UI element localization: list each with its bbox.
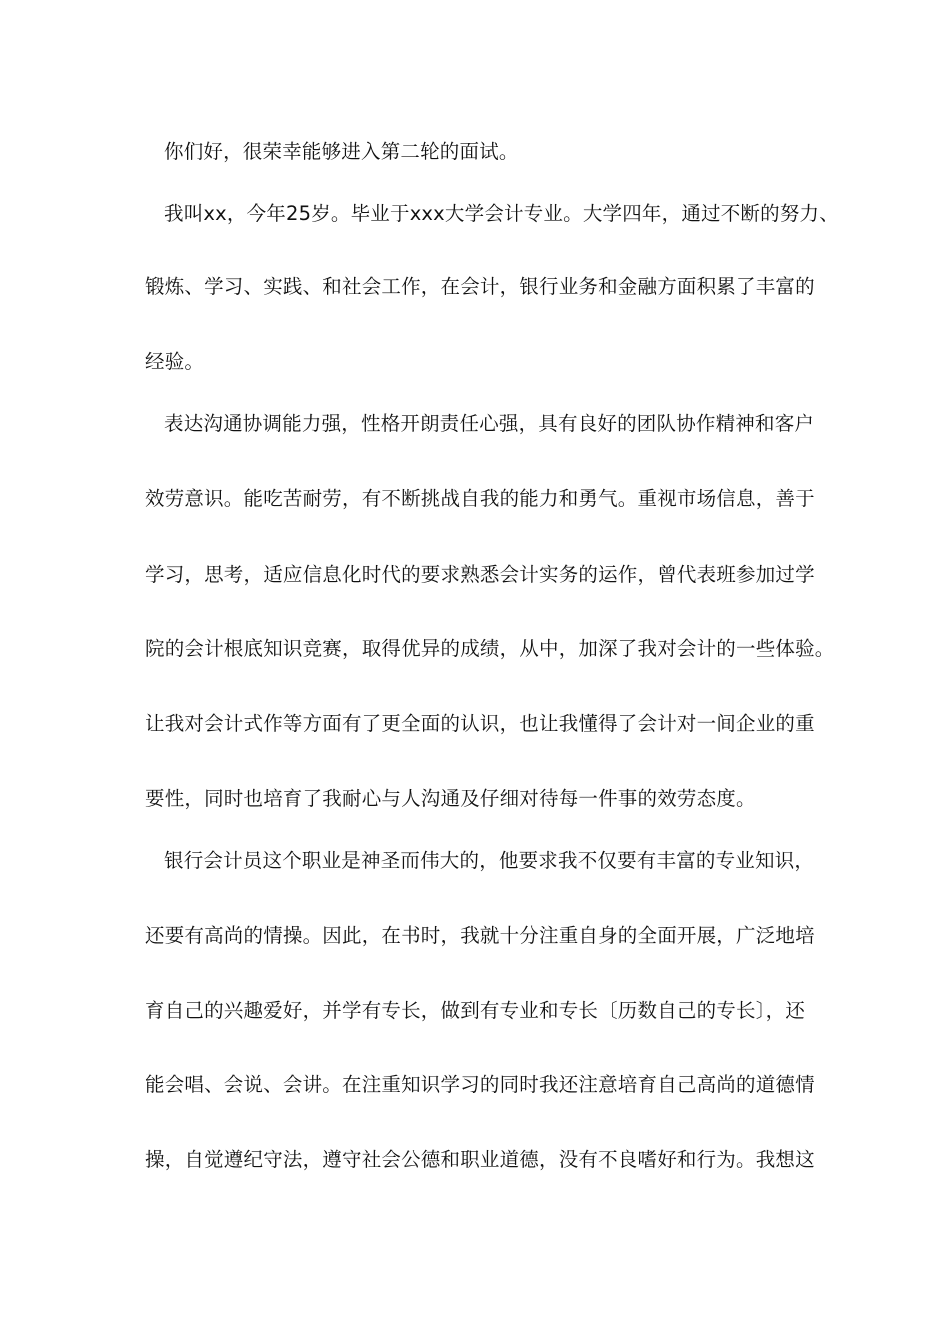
text-line-3: 锻炼、学习、实践、和社会工作，在会计，银行业务和金融方面积累了丰富的 (145, 275, 815, 298)
text-line-9: 让我对会计式作等方面有了更全面的认识，也让我懂得了会计对一间企业的重 (145, 712, 815, 735)
text-line-8: 院的会计根底知识竞赛，取得优异的成绩，从中，加深了我对会计的一些体验。 (145, 637, 835, 660)
text-line-1: 你们好，很荣幸能够进入第二轮的面试。 (164, 140, 519, 163)
text-line-13: 育自己的兴趣爱好，并学有专长，做到有专业和专长〔历数自己的专长〕，还 (145, 999, 806, 1022)
text-line-4: 经验。 (145, 350, 205, 373)
text-line-6: 效劳意识。能吃苦耐劳，有不断挑战自我的能力和勇气。重视市场信息，善于 (145, 487, 815, 510)
text-line-10: 要性，同时也培育了我耐心与人沟通及仔细对待每一件事的效劳态度。 (145, 787, 756, 810)
text-line-15: 操，自觉遵纪守法，遵守社会公德和职业道德，没有不良嗜好和行为。我想这 (145, 1148, 815, 1171)
text-line-11: 银行会计员这个职业是神圣而伟大的，他要求我不仅要有丰富的专业知识， (164, 849, 815, 872)
text-line-14: 能会唱、会说、会讲。在注重知识学习的同时我还注意培育自己高尚的道德情 (145, 1073, 815, 1096)
text-line-12: 还要有高尚的情操。因此，在书时，我就十分注重自身的全面开展，广泛地培 (145, 924, 815, 947)
text-line-7: 学习，思考，适应信息化时代的要求熟悉会计实务的运作，曾代表班参加过学 (145, 563, 815, 586)
text-line-5: 表达沟通协调能力强，性格开朗责任心强，具有良好的团队协作精神和客户 (164, 412, 815, 435)
text-line-2: 我叫xx，今年25岁。毕业于xxx大学会计专业。大学四年，通过不断的努力、 (164, 202, 839, 225)
